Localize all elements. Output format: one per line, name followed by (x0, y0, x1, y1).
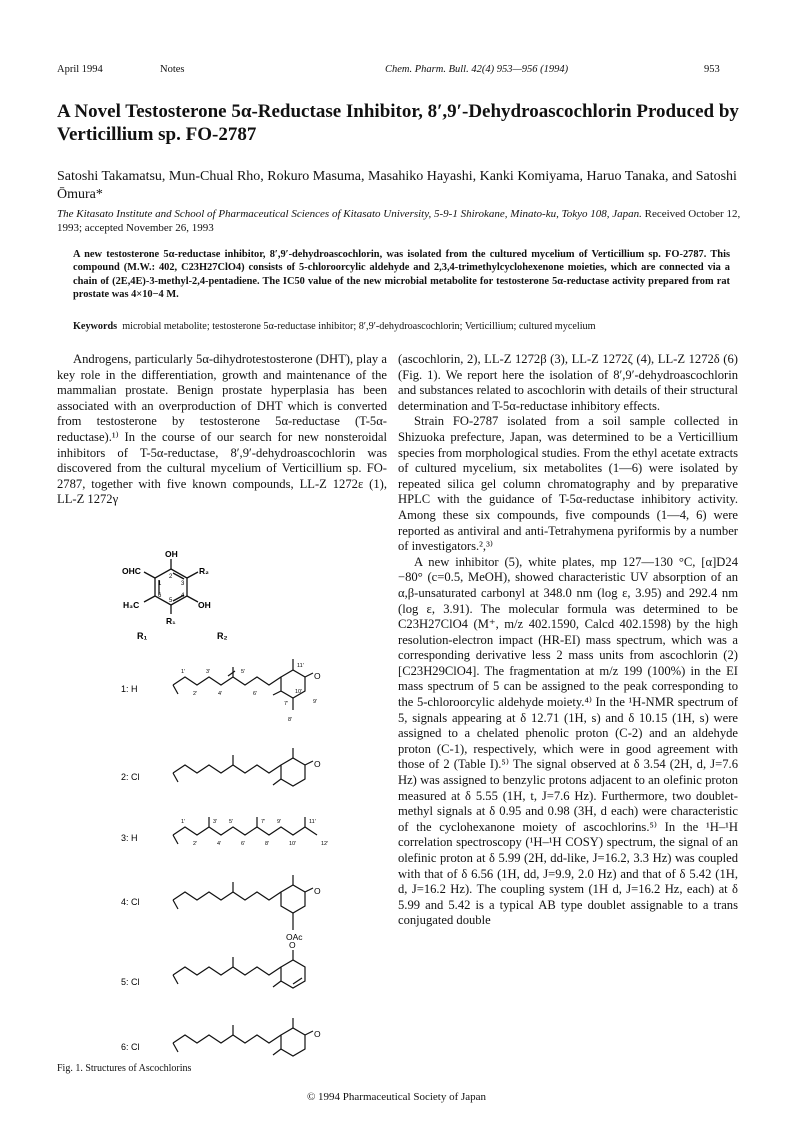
locant: 12′ (321, 841, 329, 847)
body-paragraph: Androgens, particularly 5α-dihydrotestosterone (DHT), play a key role in the differentiation, growth and maintenance of the mammalian prostate. Benign prostate hyperplasia has been associated with an overproduction of DHT which is converted from testosterone by testosterone 5α-reductase (T-5α-reductase).¹⁾ In the course of our search for new nonsteroidal inhibitors of T-5α-reductase, 8′,9′-dehydroascochlorin was discovered from the cultural mycelium of Verticillium sp. FO-2787, together with five known compounds, LL-Z 1272ε (1), LL-Z 1272γ (57, 352, 387, 507)
abstract: A new testosterone 5α-reductase inhibitor, 8′,9′-dehydroascochlorin, was isolated from the cultured mycelium of Verticillium sp. FO-2787. This compound (M.W.: 402, C23H27ClO4) consists of 5-chloroorcylic aldehyde and 2,3,4-trimethylcyclohexenone moieties, which are connected via a chain of (2E,4E)-3-methyl-2,4-pentadiene. The IC50 value of the new microbial metabolite for testosterone 5α-reductase activity prepared from rat prostate was 4×10−4 M. (73, 249, 730, 300)
core-label-oh-top: OH (165, 549, 178, 559)
locant: 5′ (241, 669, 246, 675)
compound-label-4: 4: Cl (121, 897, 140, 907)
locant: 2′ (193, 691, 198, 697)
locant: 8′ (265, 841, 270, 847)
locant: 8′ (288, 717, 293, 723)
compound-2-structure (173, 748, 313, 786)
column-header-r1: R₁ (137, 631, 148, 641)
locant: 3′ (213, 819, 218, 825)
ring-number: 2 (169, 574, 173, 580)
acetoxy-label-4: OAc (286, 932, 303, 942)
compound-4-structure (173, 875, 313, 930)
author-list: Satoshi Takamatsu, Mun-Chual Rho, Rokuro Masuma, Masahiko Hayashi, Kanki Komiyama, Haruo Tanaka, and Satoshi Ōmura* (57, 169, 737, 202)
locant: 11′ (297, 663, 304, 669)
ring-number: 3 (181, 581, 185, 587)
core-label-r2: R₂ (199, 566, 209, 576)
locant: 5′ (229, 819, 234, 825)
compound-label-5: 5: Cl (121, 977, 140, 987)
keywords-label: Keywords (73, 321, 118, 332)
body-paragraph: Strain FO-2787 isolated from a soil sample collected in Shizuoka prefecture, Japan, was determined to be a Verticillium species from morphological studies. From the ethyl acetate extracts of cultured mycelium, six metabolites (1—6) were isolated by repeated silica gel column chromatography and by preparative HPLC with the guidance of T-5α-reductase inhibitory activity. Among these six compounds, five compounds (1—4, 6) were reported as antiviral and anti-Tetrahymena pyriformis by a number of investigators.²,³⁾ (398, 414, 738, 554)
received-dates: Received October 12, 1993; accepted November 26, 1993 (57, 208, 741, 234)
locant: 4′ (217, 841, 222, 847)
core-label-oh-right: OH (198, 600, 211, 610)
locant: 6′ (253, 691, 258, 697)
carbonyl-o-2: O (314, 759, 321, 769)
carbonyl-o-6: O (314, 1029, 321, 1039)
compound-1-structure (173, 659, 313, 710)
body-paragraph: A new inhibitor (5), white plates, mp 127—130 °C, [α]D24 −80° (c=0.5, MeOH), showed characteristic UV absorption of an α,β-unsaturated carbonyl at 348.0 nm (log ε, 3.95) and 292.4 nm (log ε, 3.91). The molecular formula was determined to be C23H27ClO4 (M⁺, m/z 402.1590, Calcd 402.1598) by the high resolution-electron impact (HR-EI) mass spectrum, which was a corresponding derivative less 2 mass units from ascochlorin (2) [C23H29ClO4]. The fragmentation at m/z 199 (100%) in the EI mass spectrum of 5 can be assigned to the peak corresponding to the 5-chloroorcylic aldehyde moiety.⁴⁾ In the ¹H-NMR spectrum of 5, signals appearing at δ 12.71 (1H, s) and δ 10.15 (1H, s) were assigned to a chelated phenolic proton (C-2) and an aldehyde proton (C-1), respectively, which were in good agreement with those of 2 (Table I).⁵⁾ The signal observed at δ 3.54 (2H, d, J=7.6 Hz) was assigned to benzylic protons adjacent to an olefinic proton measured at δ 5.55 (1H, t, J=7.6 Hz). Furthermore, two doublet-methyl signals at δ 0.95 and 0.98 (3H, d each) were characteristic of the cyclohexanone moiety of ascochlorins.⁵⁾ In the ¹H–¹H correlation spectroscopy (¹H–¹H COSY) spectrum, the signal of an olefinic proton at δ 5.99 (2H, dd-like, J=16.2, 3.3 Hz) was coupled with that of δ 6.56 (1H, dd, J=9.9, 2.0 Hz) and that of δ 5.42 (1H, d, J=16.2 Hz). The coupling system (1H d, J=16.2 Hz, each) at δ 5.99 and 5.42 is a typical AB type doublet assignable to a trans conjugated double (398, 554, 738, 928)
figure-caption: Fig. 1. Structures of Ascochlorins (57, 1063, 192, 1074)
ring-number: 5 (169, 598, 173, 604)
compound-label-3: 3: H (121, 833, 138, 843)
core-label-r1: R₁ (166, 616, 176, 626)
locant: 10′ (289, 841, 297, 847)
core-label-ohc: OHC (122, 566, 141, 576)
ring-number: 4 (181, 593, 185, 599)
carbonyl-o-5: O (289, 940, 296, 950)
locant: 1′ (181, 819, 186, 825)
ring-number: 6 (158, 593, 162, 599)
header-page-number: 953 (704, 64, 720, 75)
core-label-h3c: H₃C (123, 600, 140, 610)
affiliation-address: The Kitasato Institute and School of Pharmaceutical Sciences of Kitasato University, 5-9-1 Shirokane, Minato-ku, Tokyo 108, Japan. (57, 208, 642, 220)
column-header-r2: R₂ (217, 631, 228, 641)
header-journal: Chem. Pharm. Bull. 42(4) 953—956 (1994) (385, 64, 569, 75)
right-column (398, 352, 738, 929)
compound-label-2: 2: Cl (121, 772, 140, 782)
header-date: April 1994 (57, 64, 103, 75)
article-title: A Novel Testosterone 5α-Reductase Inhibitor, 8′,9′-Dehydroascochlorin Produced by Verticillium sp. FO-2787 (57, 101, 739, 145)
compound-label-1: 1: H (121, 684, 138, 694)
locant: 6′ (241, 841, 246, 847)
locant: 10′ (295, 689, 303, 695)
compound-5-structure (173, 950, 305, 988)
compound-6-structure (173, 1018, 313, 1056)
locant: 4′ (218, 691, 223, 697)
carbonyl-o-4: O (314, 886, 321, 896)
locant: 7′ (261, 819, 266, 825)
locant: 7′ (284, 701, 289, 707)
locant: 3′ (206, 669, 211, 675)
carbonyl-o-1: O (314, 671, 321, 681)
structure-figure (57, 545, 387, 1060)
compound-3-structure (173, 817, 317, 844)
locant: 9′ (277, 819, 282, 825)
locant: 1′ (181, 669, 186, 675)
header-section: Notes (160, 64, 185, 75)
locant: 2′ (193, 841, 198, 847)
copyright-footer: © 1994 Pharmaceutical Society of Japan (306, 1091, 487, 1103)
locant: 11′ (309, 819, 316, 825)
affiliation (57, 207, 747, 235)
keywords (73, 320, 730, 333)
body-paragraph: (ascochlorin, 2), LL-Z 1272β (3), LL-Z 1272ζ (4), LL-Z 1272δ (6) (Fig. 1). We report here the isolation of 8′,9′-dehydroascochlorin and substances related to ascochlorin with details of their structural determination and T-5α-reductase inhibitory effects. (398, 352, 738, 413)
left-column (57, 352, 387, 508)
ring-number: 1 (158, 581, 162, 587)
locant: 9′ (313, 699, 318, 705)
compound-label-6: 6: Cl (121, 1042, 140, 1052)
keywords-list: microbial metabolite; testosterone 5α-reductase inhibitor; 8′,9′-dehydroascochlorin; Verticillium; cultured mycelium (122, 321, 596, 332)
